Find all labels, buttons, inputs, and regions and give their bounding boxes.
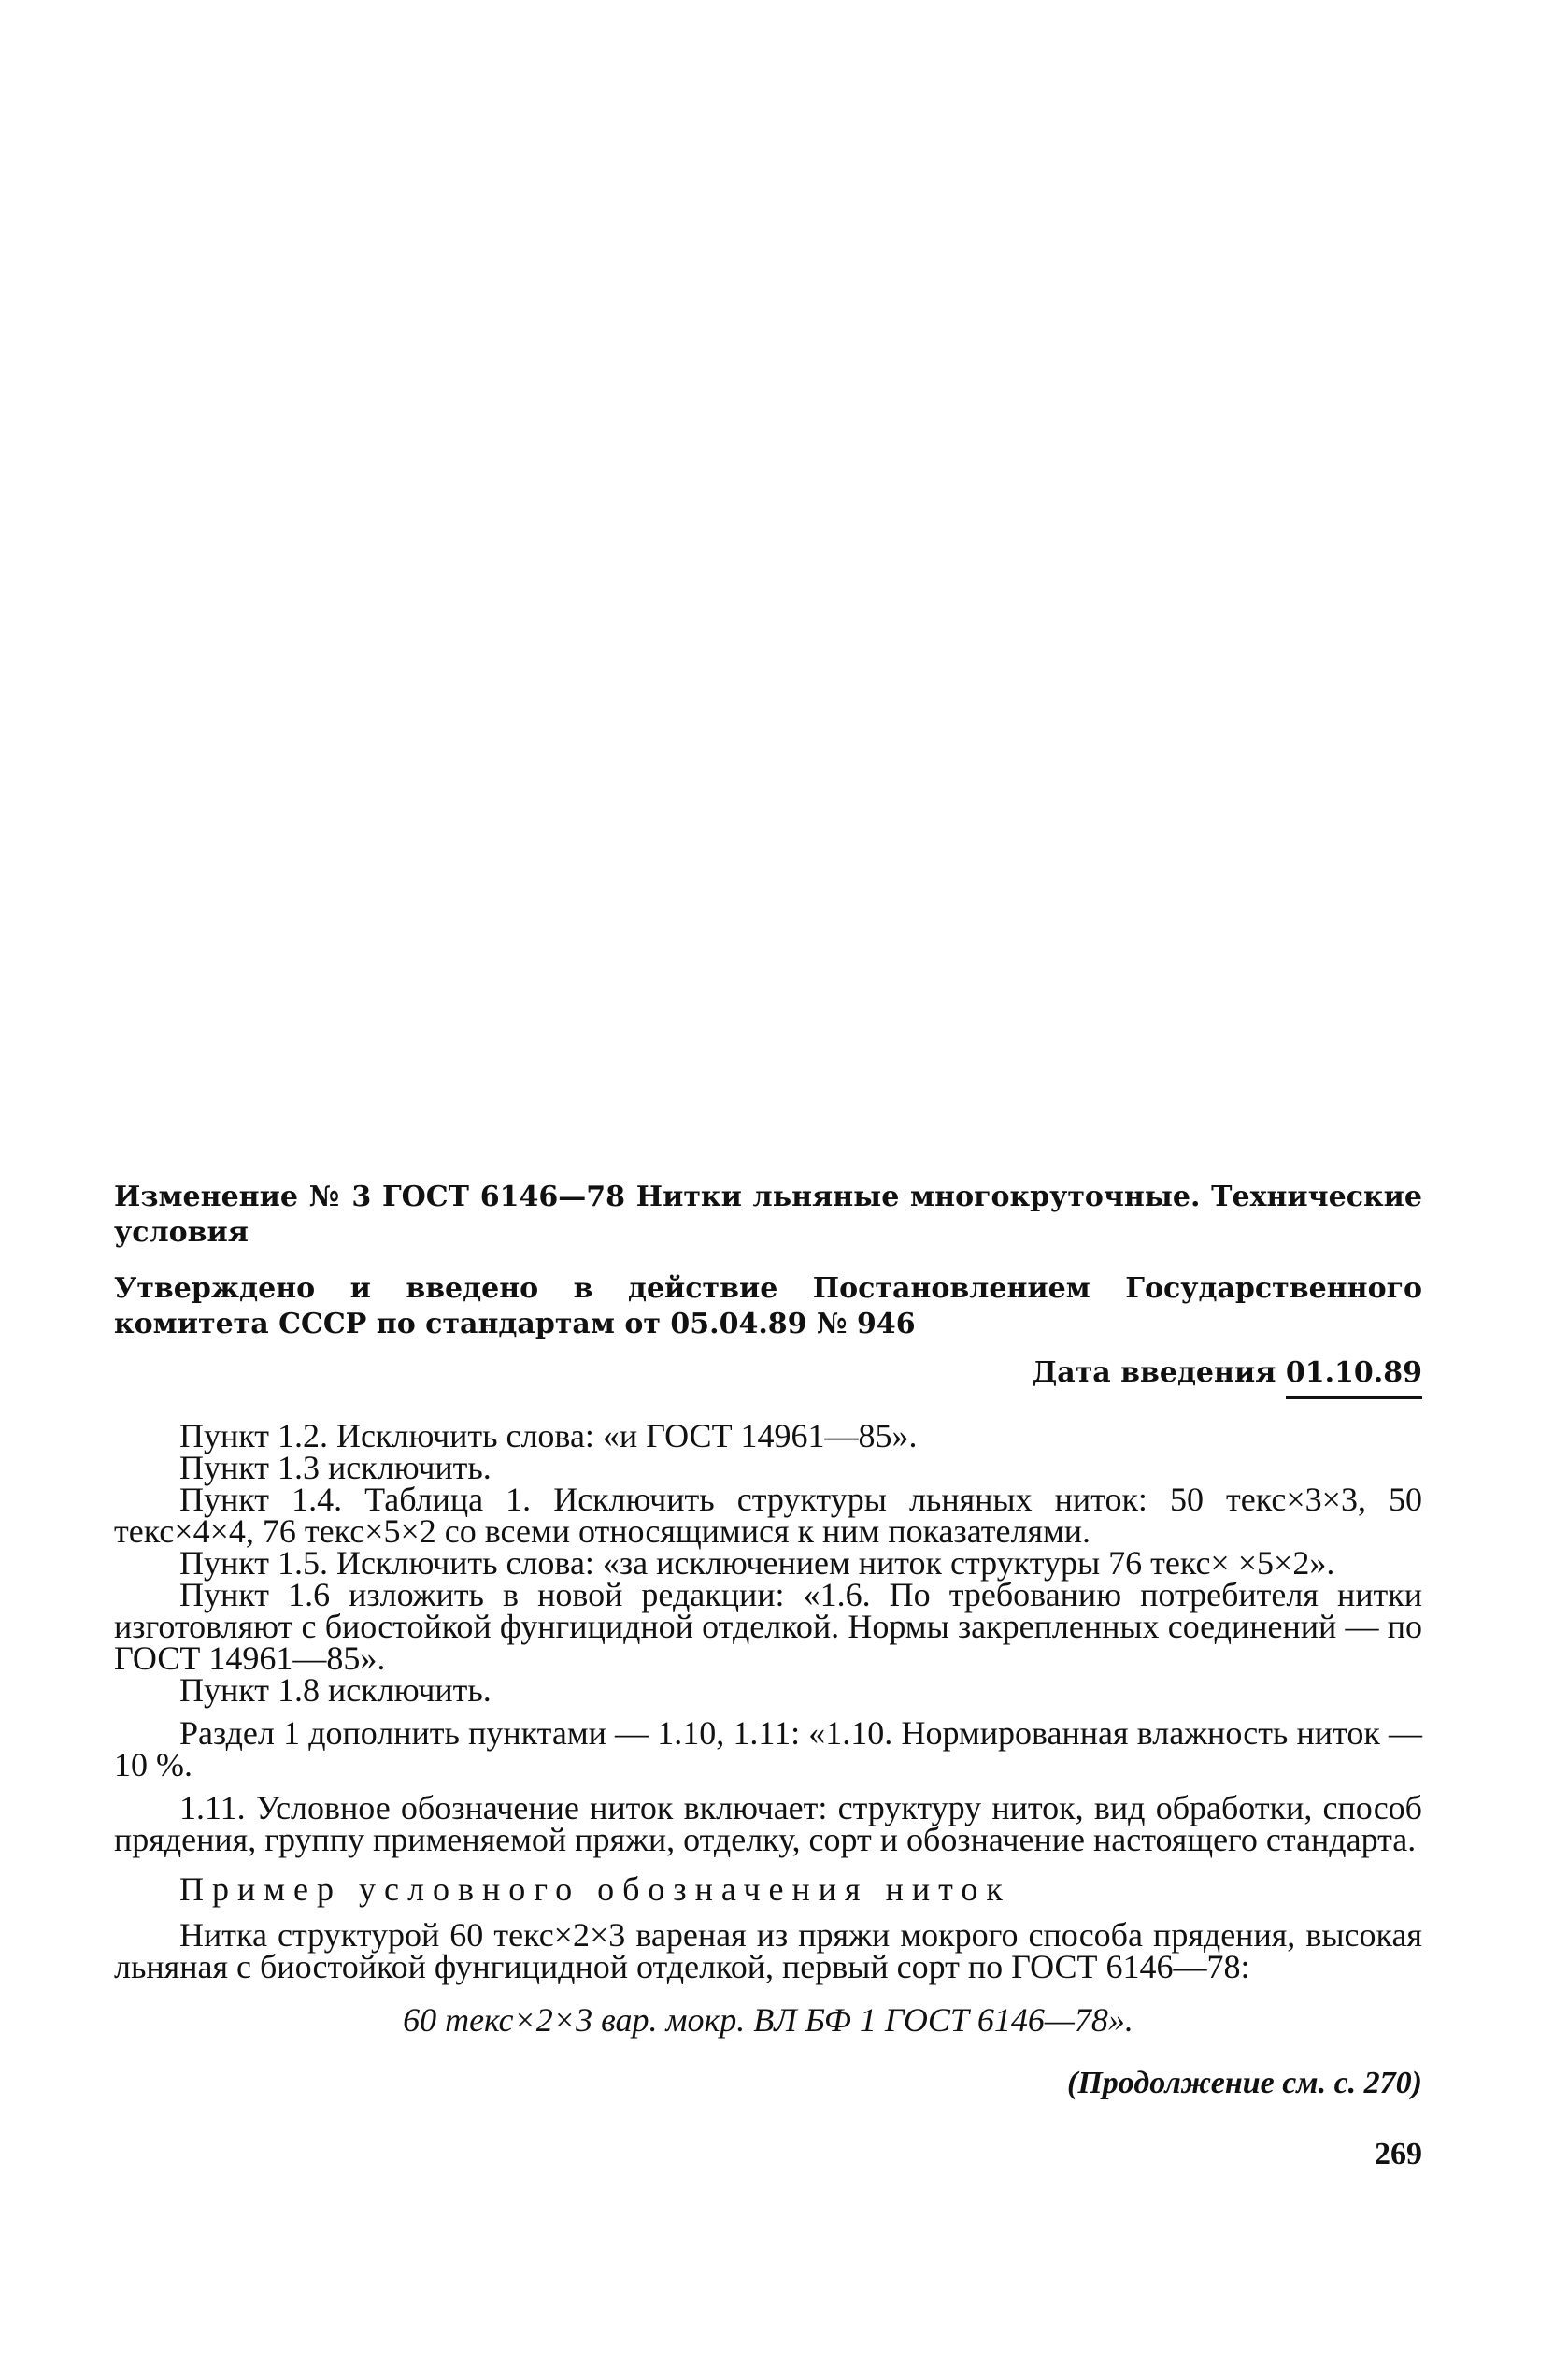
example-text: Нитка структурой 60 текс×2×3 вареная из пряжи мокрого способа прядения, высокая льняная с биостойкой фунгицидной отделкой, первый сорт по ГОСТ 6146—78: bbox=[114, 1916, 1422, 1985]
effective-date-line bbox=[114, 1355, 1422, 1399]
amendment-title: Изменение № 3 ГОСТ 6146—78 Нитки льняные многокруточные. Технические условия bbox=[114, 1181, 1422, 1249]
paragraph-item-1-5: Пункт 1.5. Исключить слова: «за исключением ниток структуры 76 текс× ×5×2». bbox=[179, 1544, 1335, 1582]
effective-date-label: Дата введения bbox=[1032, 1356, 1276, 1389]
paragraph-item-1-2: Пункт 1.2. Исключить слова: «и ГОСТ 14961—85». bbox=[179, 1417, 918, 1454]
example-designation: 60 текс×2×3 вар. мокр. ВЛ БФ 1 ГОСТ 6146—78». bbox=[403, 2001, 1133, 2039]
paragraph-item-1-3: Пункт 1.3 исключить. bbox=[179, 1449, 492, 1486]
paragraph-item-1-4: Пункт 1.4. Таблица 1. Исключить структуры льняных ниток: 50 текс×3×3, 50 текс×4×4, 76 текс×5×2 со всеми относящимися к ним показателями. bbox=[114, 1481, 1422, 1550]
example-heading: Пример условного обозначения ниток bbox=[179, 1870, 1011, 1908]
paragraph-item-1-8: Пункт 1.8 исключить. bbox=[179, 1671, 492, 1709]
effective-date-value: 01.10.89 bbox=[1286, 1355, 1422, 1399]
paragraph-item-1-11: 1.11. Условное обозначение ниток включает: структуру ниток, вид обработки, способ прядения, группу применяемой пряжи, отделку, сорт и обозначение настоящего стандарта. bbox=[114, 1789, 1422, 1858]
paragraph-section-1-additions: Раздел 1 дополнить пунктами — 1.10, 1.11: «1.10. Нормированная влажность ниток — 10 %. bbox=[114, 1714, 1422, 1783]
paragraph-item-1-6: Пункт 1.6 изложить в новой редакции: «1.6. По требованию потребителя нитки изготовляют с биостойкой фунгицидной отделкой. Нормы закрепленных соединений — по ГОСТ 14961—85». bbox=[114, 1576, 1422, 1677]
amendment-body bbox=[114, 1417, 1422, 2039]
page-number: 269 bbox=[1375, 2137, 1422, 2171]
approval-statement: Утверждено и введено в действие Постановлением Государственного комитета СССР по стандартам от 05.04.89 № 946 bbox=[114, 1272, 1422, 1340]
continuation-note: (Продолжение см. с. 270) bbox=[1067, 2066, 1422, 2100]
amendment-content bbox=[114, 1180, 1422, 2173]
